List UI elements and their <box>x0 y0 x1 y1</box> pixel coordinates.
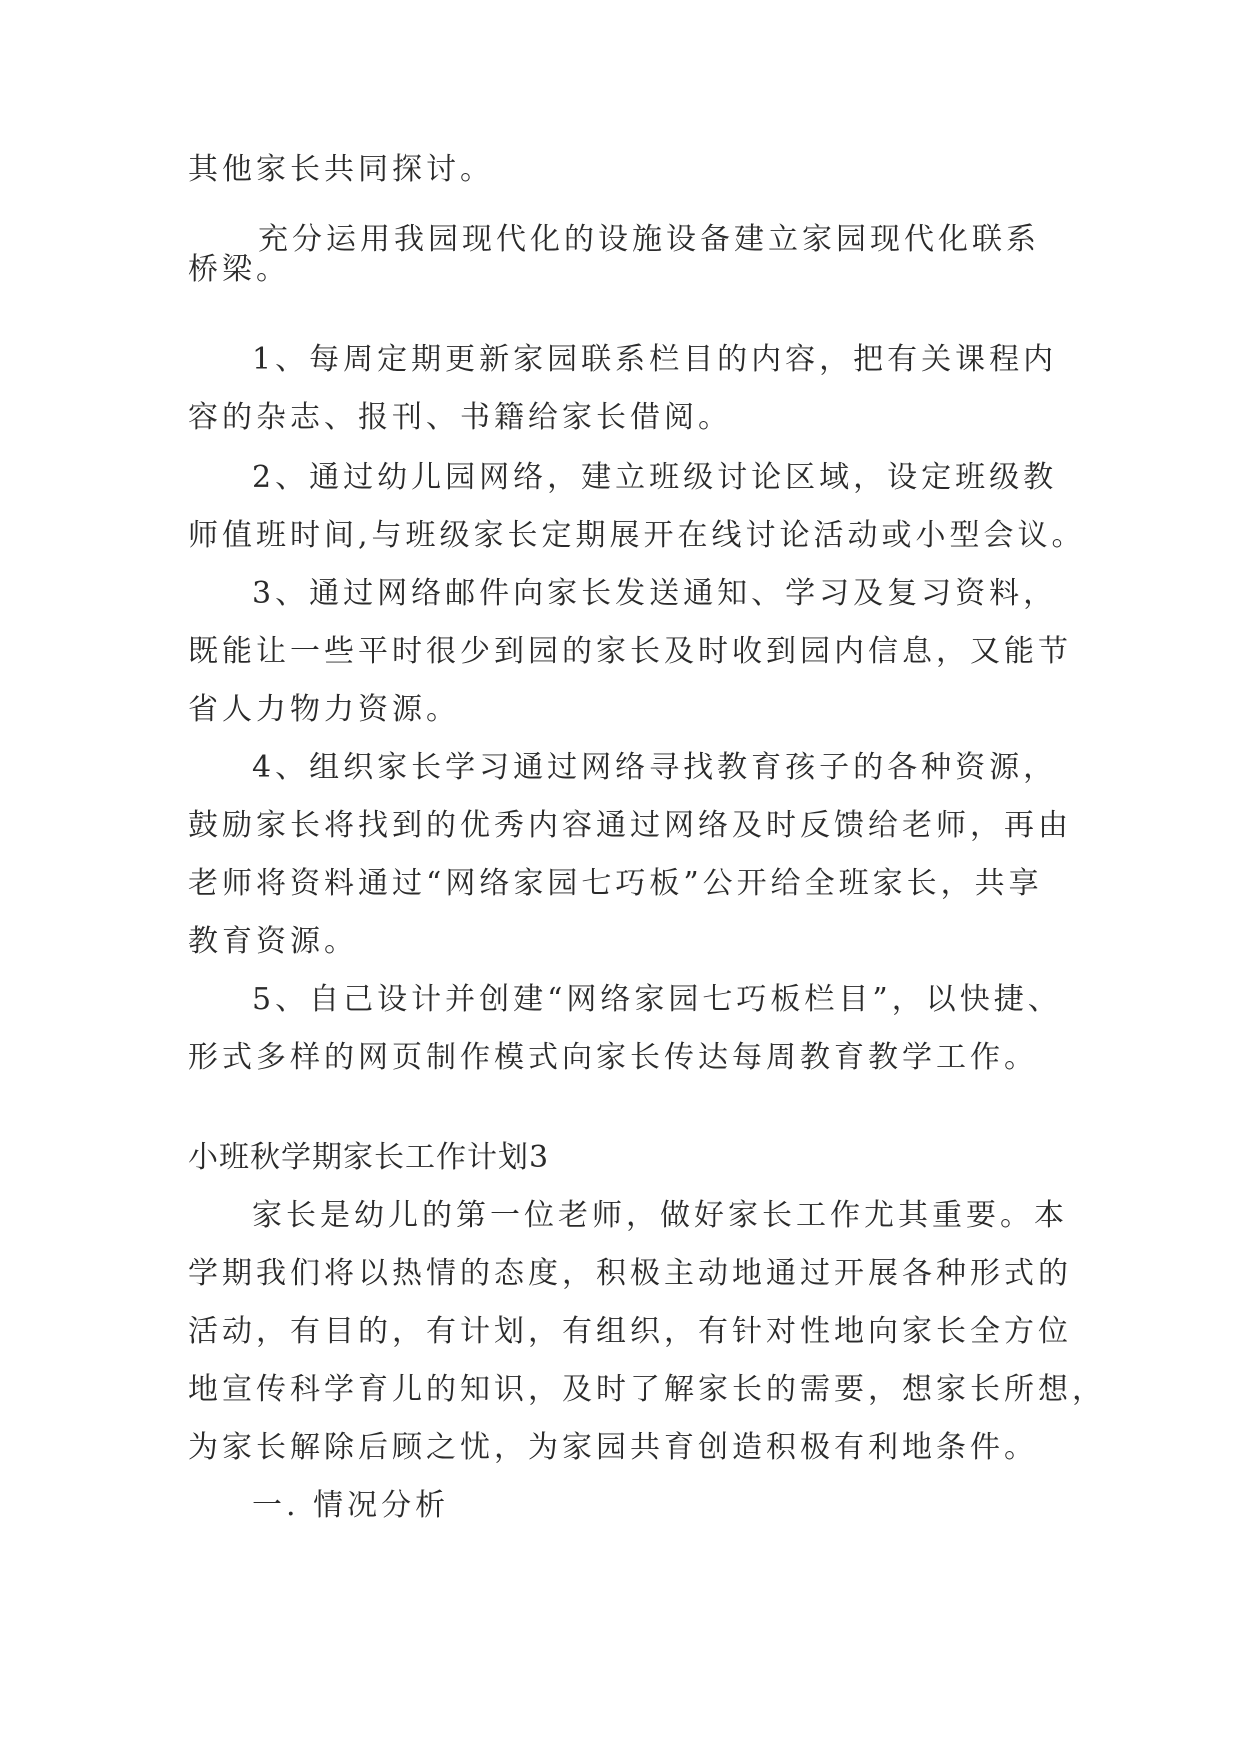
list-item-line: 既能让一些平时很少到园的家长及时收到园内信息，又能节 <box>188 634 1072 669</box>
paragraph-line: 学期我们将以热情的态度，积极主动地通过开展各种形式的 <box>188 1256 1072 1291</box>
list-item-line: 容的杂志、报刊、书籍给家长借阅。 <box>188 400 732 435</box>
subsection-heading: 一. 情况分析 <box>252 1488 450 1523</box>
list-item-line: 3、通过网络邮件向家长发送通知、学习及复习资料， <box>252 576 1058 611</box>
list-item-line: 师值班时间,与班级家长定期展开在线讨论活动或小型会议。 <box>188 518 1086 553</box>
paragraph-line: 地宣传科学育儿的知识，及时了解家长的需要，想家长所想， <box>188 1372 1106 1407</box>
list-item-line: 5、自己设计并创建“网络家园七巧板栏目”，以快捷、 <box>252 982 1062 1017</box>
paragraph-line: 充分运用我园现代化的设施设备建立家园现代化联系 <box>258 222 1040 257</box>
list-item-line: 教育资源。 <box>188 924 358 959</box>
paragraph-line: 桥梁。 <box>188 252 290 287</box>
list-item-line: 2、通过幼儿园网络，建立班级讨论区域，设定班级教 <box>252 460 1058 495</box>
section-heading: 小班秋学期家长工作计划3 <box>188 1140 550 1175</box>
list-item-line: 形式多样的网页制作模式向家长传达每周教育教学工作。 <box>188 1040 1038 1075</box>
paragraph-line: 活动，有目的，有计划，有组织，有针对性地向家长全方位 <box>188 1314 1072 1349</box>
paragraph-line: 家长是幼儿的第一位老师，做好家长工作尤其重要。本 <box>252 1198 1068 1233</box>
list-item-line: 4、组织家长学习通过网络寻找教育孩子的各种资源， <box>252 750 1058 785</box>
list-item-line: 省人力物力资源。 <box>188 692 460 727</box>
paragraph-line: 为家长解除后顾之忧，为家园共育创造积极有利地条件。 <box>188 1430 1038 1465</box>
list-item-line: 老师将资料通过“网络家园七巧板”公开给全班家长，共享 <box>188 866 1043 901</box>
list-item-line: 1、每周定期更新家园联系栏目的内容，把有关课程内 <box>252 342 1058 377</box>
paragraph-line: 其他家长共同探讨。 <box>188 152 494 187</box>
list-item-line: 鼓励家长将找到的优秀内容通过网络及时反馈给老师，再由 <box>188 808 1072 843</box>
